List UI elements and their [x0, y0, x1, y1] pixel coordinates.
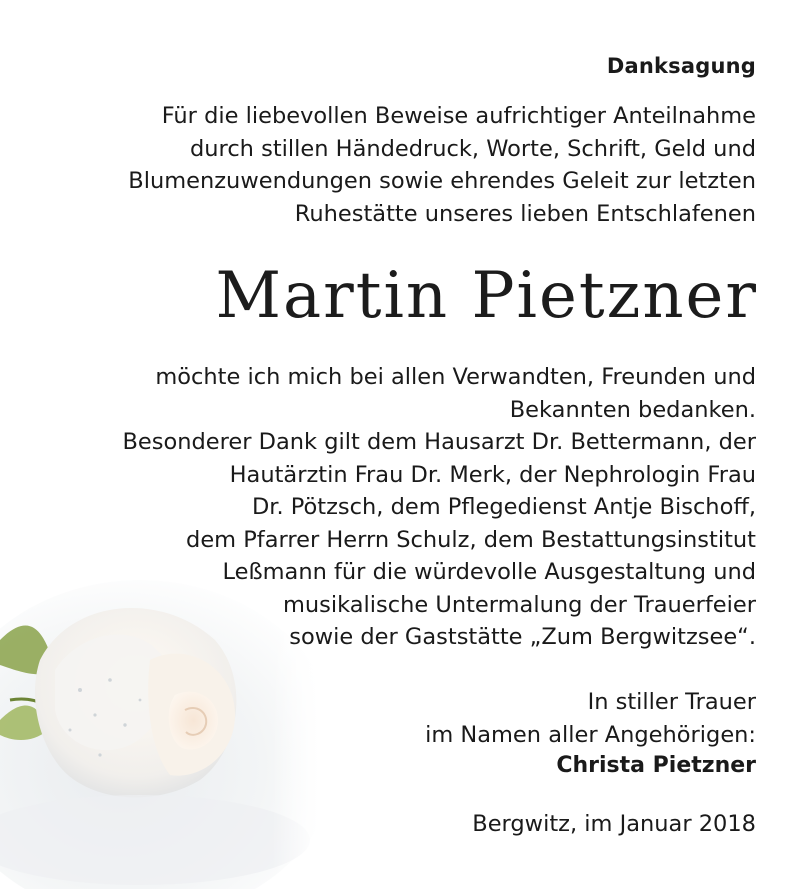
text-line: In stiller Trauer — [587, 689, 756, 715]
text-line: Ruhestätte unseres lieben Entschlafenen — [294, 200, 756, 227]
text-line: Dr. Pötzsch, dem Pflegedienst Antje Bischoff, — [251, 494, 756, 520]
signer-name: Christa Pietzner — [556, 753, 756, 778]
text-line: Für die liebevollen Beweise aufrichtiger Anteilnahme — [161, 103, 756, 129]
closing-paragraph — [425, 686, 756, 751]
text-line: Bekannten bedanken. — [509, 396, 756, 423]
text-line: durch stillen Händedruck, Worte, Schrift, Geld und — [190, 135, 756, 162]
text-line: Leßmann für die würdevolle Ausgestaltung und — [222, 559, 756, 585]
text-line: Besonderer Dank gilt dem Hausarzt Dr. Bettermann, der — [122, 429, 756, 455]
text-line: dem Pfarrer Herrn Schulz, dem Bestattungsinstitut — [186, 526, 756, 553]
special-thanks-paragraph — [122, 426, 756, 654]
text-line: sowie der Gaststätte „Zum Bergwitzsee“. — [289, 624, 756, 650]
text-line: im Namen aller Angehörigen: — [425, 721, 756, 748]
notice-heading: Danksagung — [606, 54, 756, 78]
intro-paragraph — [128, 100, 756, 230]
place-date: Bergwitz, im Januar 2018 — [472, 811, 756, 837]
text-line: möchte ich mich bei allen Verwandten, Freunden und — [155, 364, 756, 390]
text-line: musikalische Untermalung der Trauerfeier — [282, 591, 756, 618]
thanks-paragraph — [155, 361, 756, 426]
text-line: Blumenzuwendungen sowie ehrendes Geleit zur letzten — [128, 168, 756, 194]
text-line: Hautärztin Frau Dr. Merk, der Nephrologin Frau — [229, 461, 756, 488]
deceased-name: Martin Pietzner — [215, 259, 758, 333]
